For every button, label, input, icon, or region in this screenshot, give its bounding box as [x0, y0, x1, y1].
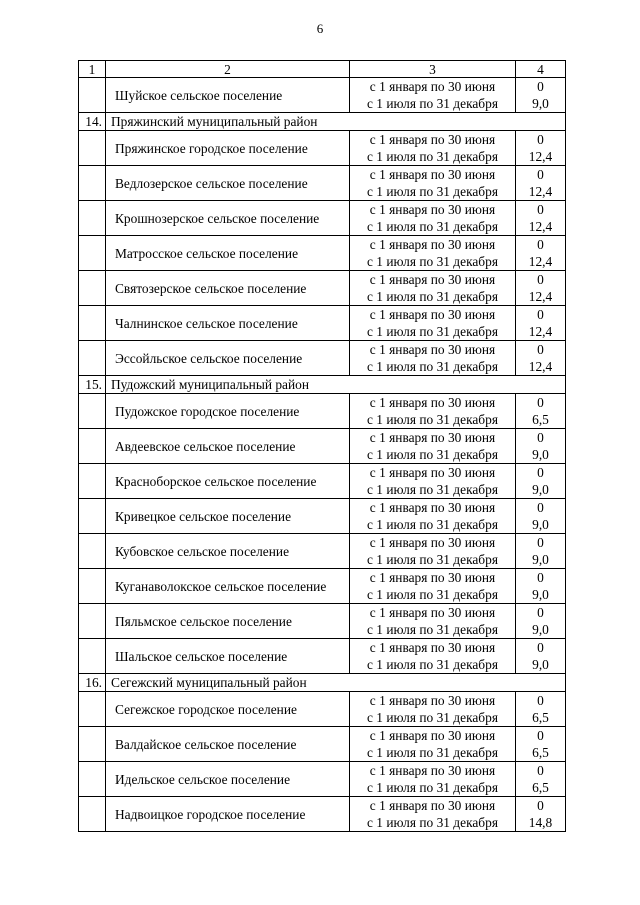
value-second-half: 9,0	[532, 482, 549, 497]
period-second-half: с 1 июля по 31 декабря	[367, 184, 498, 199]
settlement-name: Шуйское сельское поселение	[106, 78, 350, 113]
value-cell	[516, 604, 566, 639]
value-cell	[516, 464, 566, 499]
period-first-half: с 1 января по 30 июня	[369, 202, 496, 217]
settlement-row	[79, 797, 566, 832]
row-number-cell	[79, 499, 106, 534]
period-cell	[350, 499, 516, 534]
period-second-half: с 1 июля по 31 декабря	[367, 622, 498, 637]
settlement-row	[79, 131, 566, 166]
period-first-half: с 1 января по 30 июня	[369, 500, 496, 515]
settlement-row	[79, 236, 566, 271]
period-second-half: с 1 июля по 31 декабря	[367, 149, 498, 164]
value-cell	[516, 394, 566, 429]
period-cell	[350, 306, 516, 341]
row-number-cell	[79, 394, 106, 429]
value-cell	[516, 341, 566, 376]
value-first-half: 0	[537, 535, 544, 550]
period-second-half: с 1 июля по 31 декабря	[367, 412, 498, 427]
period-second-half: с 1 июля по 31 декабря	[367, 657, 498, 672]
row-number-cell	[79, 341, 106, 376]
page-number: 6	[316, 21, 324, 36]
row-number-cell	[79, 201, 106, 236]
period-cell	[350, 604, 516, 639]
settlement-name: Идельское сельское поселение	[106, 762, 350, 797]
period-first-half: с 1 января по 30 июня	[369, 395, 496, 410]
settlement-name: Кривецкое сельское поселение	[106, 499, 350, 534]
period-second-half: с 1 июля по 31 декабря	[367, 324, 498, 339]
settlement-name: Матросское сельское поселение	[106, 236, 350, 271]
period-second-half: с 1 июля по 31 декабря	[367, 587, 498, 602]
district-number: 16.	[79, 674, 106, 692]
value-second-half: 12,4	[528, 184, 553, 199]
period-first-half: с 1 января по 30 июня	[369, 605, 496, 620]
period-first-half: с 1 января по 30 июня	[369, 272, 496, 287]
row-number-cell	[79, 534, 106, 569]
period-cell	[350, 797, 516, 832]
period-cell	[350, 569, 516, 604]
settlement-row	[79, 762, 566, 797]
value-cell	[516, 236, 566, 271]
row-number-cell	[79, 131, 106, 166]
row-number-cell	[79, 166, 106, 201]
row-number-cell	[79, 271, 106, 306]
value-first-half: 0	[537, 342, 544, 357]
value-first-half: 0	[537, 728, 544, 743]
table-header-row	[79, 61, 566, 78]
settlement-row	[79, 201, 566, 236]
settlement-name: Авдеевское сельское поселение	[106, 429, 350, 464]
value-first-half: 0	[537, 307, 544, 322]
period-first-half: с 1 января по 30 июня	[369, 693, 496, 708]
settlement-row	[79, 569, 566, 604]
period-first-half: с 1 января по 30 июня	[369, 132, 496, 147]
value-second-half: 9,0	[532, 96, 549, 111]
period-second-half: с 1 июля по 31 декабря	[367, 552, 498, 567]
value-second-half: 9,0	[532, 552, 549, 567]
settlement-name: Кубовское сельское поселение	[106, 534, 350, 569]
value-cell	[516, 78, 566, 113]
settlement-name: Святозерское сельское поселение	[106, 271, 350, 306]
period-first-half: с 1 января по 30 июня	[369, 535, 496, 550]
value-second-half: 9,0	[532, 657, 549, 672]
settlement-name: Сегежское городское поселение	[106, 692, 350, 727]
row-number-cell	[79, 78, 106, 113]
value-second-half: 9,0	[532, 622, 549, 637]
period-second-half: с 1 июля по 31 декабря	[367, 517, 498, 532]
value-first-half: 0	[537, 640, 544, 655]
settlement-row	[79, 534, 566, 569]
district-number: 15.	[79, 376, 106, 394]
value-second-half: 6,5	[532, 710, 549, 725]
value-cell	[516, 429, 566, 464]
settlement-row	[79, 306, 566, 341]
row-number-cell	[79, 429, 106, 464]
period-first-half: с 1 января по 30 июня	[369, 640, 496, 655]
period-first-half: с 1 января по 30 июня	[369, 307, 496, 322]
settlement-name: Ведлозерское сельское поселение	[106, 166, 350, 201]
value-second-half: 12,4	[528, 149, 553, 164]
period-first-half: с 1 января по 30 июня	[369, 237, 496, 252]
value-second-half: 9,0	[532, 587, 549, 602]
period-cell	[350, 78, 516, 113]
settlement-row	[79, 727, 566, 762]
settlement-row	[79, 271, 566, 306]
column-header-3: 3	[350, 61, 516, 78]
value-cell	[516, 534, 566, 569]
row-number-cell	[79, 762, 106, 797]
settlement-row	[79, 429, 566, 464]
district-row	[79, 113, 566, 131]
value-cell	[516, 271, 566, 306]
settlement-name: Надвоицкое городское поселение	[106, 797, 350, 832]
period-second-half: с 1 июля по 31 декабря	[367, 482, 498, 497]
value-second-half: 9,0	[532, 517, 549, 532]
column-header-1: 1	[79, 61, 106, 78]
value-first-half: 0	[537, 79, 544, 94]
settlement-row	[79, 499, 566, 534]
period-second-half: с 1 июля по 31 декабря	[367, 745, 498, 760]
period-first-half: с 1 января по 30 июня	[369, 798, 496, 813]
settlement-name: Эссойльское сельское поселение	[106, 341, 350, 376]
period-cell	[350, 201, 516, 236]
row-number-cell	[79, 306, 106, 341]
value-second-half: 12,4	[528, 219, 553, 234]
period-first-half: с 1 января по 30 июня	[369, 570, 496, 585]
value-cell	[516, 201, 566, 236]
settlement-row	[79, 394, 566, 429]
settlement-name: Крошнозерское сельское поселение	[106, 201, 350, 236]
value-first-half: 0	[537, 430, 544, 445]
period-cell	[350, 341, 516, 376]
settlement-name: Шальское сельское поселение	[106, 639, 350, 674]
period-cell	[350, 166, 516, 201]
district-number: 14.	[79, 113, 106, 131]
period-first-half: с 1 января по 30 июня	[369, 728, 496, 743]
value-second-half: 14,8	[528, 815, 553, 830]
settlement-row	[79, 78, 566, 113]
period-cell	[350, 464, 516, 499]
value-cell	[516, 569, 566, 604]
period-first-half: с 1 января по 30 июня	[369, 430, 496, 445]
row-number-cell	[79, 639, 106, 674]
period-cell	[350, 639, 516, 674]
period-cell	[350, 429, 516, 464]
period-second-half: с 1 июля по 31 декабря	[367, 254, 498, 269]
district-row	[79, 376, 566, 394]
value-second-half: 12,4	[528, 254, 553, 269]
period-second-half: с 1 июля по 31 декабря	[367, 96, 498, 111]
period-first-half: с 1 января по 30 июня	[369, 763, 496, 778]
settlement-row	[79, 639, 566, 674]
value-first-half: 0	[537, 798, 544, 813]
value-first-half: 0	[537, 202, 544, 217]
period-cell	[350, 692, 516, 727]
period-cell	[350, 271, 516, 306]
district-name: Пряжинский муниципальный район	[106, 113, 566, 131]
value-second-half: 12,4	[528, 324, 553, 339]
settlement-name: Чалнинское сельское поселение	[106, 306, 350, 341]
value-first-half: 0	[537, 167, 544, 182]
period-cell	[350, 236, 516, 271]
value-second-half: 9,0	[532, 447, 549, 462]
settlement-row	[79, 341, 566, 376]
row-number-cell	[79, 604, 106, 639]
period-first-half: с 1 января по 30 июня	[369, 79, 496, 94]
row-number-cell	[79, 727, 106, 762]
value-first-half: 0	[537, 132, 544, 147]
settlement-name: Пудожское городское поселение	[106, 394, 350, 429]
period-cell	[350, 727, 516, 762]
row-number-cell	[79, 236, 106, 271]
settlement-name: Валдайское сельское поселение	[106, 727, 350, 762]
settlement-name: Пяльмское сельское поселение	[106, 604, 350, 639]
row-number-cell	[79, 797, 106, 832]
settlement-name: Куганаволокское сельское поселение	[106, 569, 350, 604]
value-cell	[516, 131, 566, 166]
value-cell	[516, 499, 566, 534]
value-first-half: 0	[537, 500, 544, 515]
row-number-cell	[79, 692, 106, 727]
period-first-half: с 1 января по 30 июня	[369, 342, 496, 357]
value-second-half: 6,5	[532, 745, 549, 760]
value-second-half: 6,5	[532, 412, 549, 427]
period-second-half: с 1 июля по 31 декабря	[367, 710, 498, 725]
period-first-half: с 1 января по 30 июня	[369, 167, 496, 182]
tariff-table	[78, 60, 566, 832]
settlement-name: Пряжинское городское поселение	[106, 131, 350, 166]
value-first-half: 0	[537, 395, 544, 410]
settlement-name: Красноборское сельское поселение	[106, 464, 350, 499]
period-cell	[350, 534, 516, 569]
value-cell	[516, 639, 566, 674]
value-cell	[516, 797, 566, 832]
value-second-half: 12,4	[528, 289, 553, 304]
period-second-half: с 1 июля по 31 декабря	[367, 359, 498, 374]
value-first-half: 0	[537, 272, 544, 287]
settlement-row	[79, 604, 566, 639]
period-cell	[350, 131, 516, 166]
value-second-half: 6,5	[532, 780, 549, 795]
period-cell	[350, 762, 516, 797]
period-cell	[350, 394, 516, 429]
settlement-row	[79, 692, 566, 727]
column-header-2: 2	[106, 61, 350, 78]
value-first-half: 0	[537, 605, 544, 620]
period-second-half: с 1 июля по 31 декабря	[367, 219, 498, 234]
value-cell	[516, 762, 566, 797]
row-number-cell	[79, 569, 106, 604]
value-first-half: 0	[537, 693, 544, 708]
value-cell	[516, 166, 566, 201]
value-first-half: 0	[537, 570, 544, 585]
value-first-half: 0	[537, 763, 544, 778]
period-second-half: с 1 июля по 31 декабря	[367, 815, 498, 830]
value-cell	[516, 727, 566, 762]
settlement-row	[79, 166, 566, 201]
period-second-half: с 1 июля по 31 декабря	[367, 289, 498, 304]
column-header-4: 4	[516, 61, 566, 78]
period-second-half: с 1 июля по 31 декабря	[367, 447, 498, 462]
settlement-row	[79, 464, 566, 499]
value-first-half: 0	[537, 237, 544, 252]
district-row	[79, 674, 566, 692]
value-first-half: 0	[537, 465, 544, 480]
value-cell	[516, 692, 566, 727]
period-second-half: с 1 июля по 31 декабря	[367, 780, 498, 795]
value-cell	[516, 306, 566, 341]
district-name: Сегежский муниципальный район	[106, 674, 566, 692]
row-number-cell	[79, 464, 106, 499]
district-name: Пудожский муниципальный район	[106, 376, 566, 394]
value-second-half: 12,4	[528, 359, 553, 374]
period-first-half: с 1 января по 30 июня	[369, 465, 496, 480]
